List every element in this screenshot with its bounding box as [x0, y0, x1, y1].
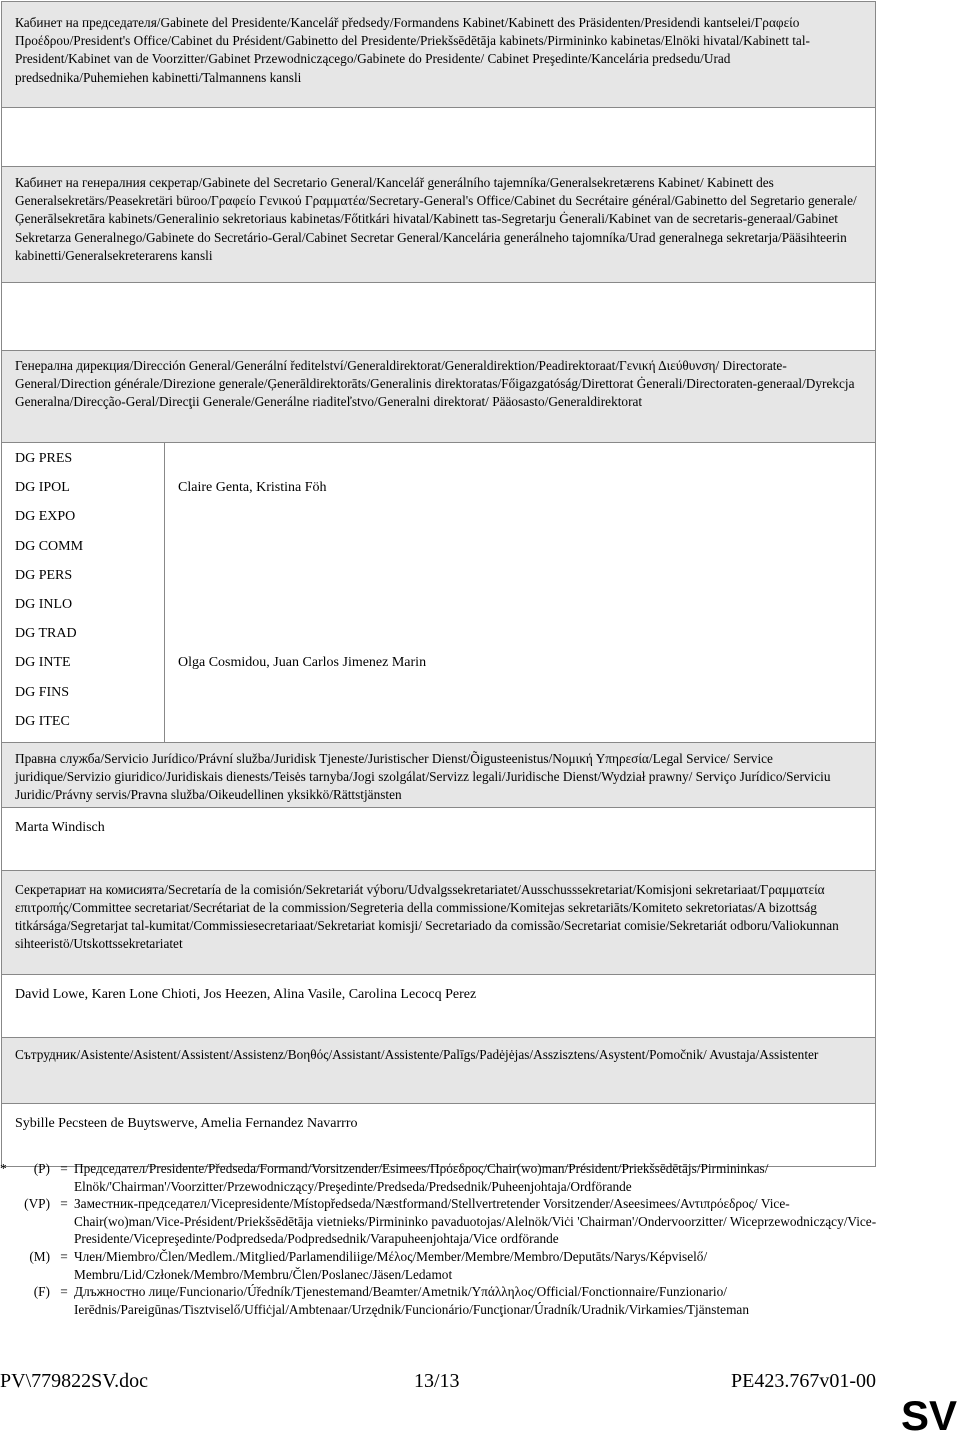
secretary-general-cabinet-names	[2, 283, 876, 351]
footnote-key: (VP)	[24, 1196, 50, 1212]
legal-service-header: Правна служба/Servicio Jurídico/Právní služba/Juridisk Tjeneste/Juristischer Dienst/Õigusteenistus/Νομική Υπηρεσία/Legal Service/ Service juridique/Servizio giuridico/Juridiskais dienests/Teisės tarnyba/Jogi szolgálat/Servizz legali/Juridische Dienst/Wydział prawny/ Serviço Jurídico/Serviciu Juridic/Právny servis/Pravna služba/Oikeudellinen yksikkö/Rättstjänsten	[2, 742, 876, 807]
footnote-member	[0, 1248, 880, 1283]
dg-names	[178, 625, 862, 654]
dg-names	[178, 508, 862, 537]
secretary-general-cabinet-header: Кабинет на генералния секретар/Gabinete del Secretario General/Kancelář generálního tajemníka/Generalsekretærens Kabinet/ Kabinett des Generalsekretärs/Peasekretäri büroo/Γραφείο Γενικού Γραμματέα/Secretary-General's Office/Cabinet du Secrétaire général/Gabinetto del Segretario generale/Ģenerālsekretāra kabinets/Generalinio sekretoriaus kabinetas/Főtitkári hivatal/Kabinett tas-Segretarju Ġenerali/Kabinet van de secretaris-generaal/Gabinet Sekretarza Generalnego/Gabinete do Secretário-Geral/Cabinet Secretar General/Kancelária generálneho tajomníka/Urad generalnega sekretarja/Pääsihteerin kabinetti/Generalsekreterarens kansli	[2, 167, 876, 283]
footnote-key: (F)	[33, 1284, 50, 1300]
dg-names	[178, 684, 862, 713]
footnote-text: Заместник-председател/Vicepresidente/Místopředseda/Næstformand/Stellvertretender Vorsitzender/Aseesimees/Αντιπρόεδρος/ Vice-Chair(wo)man/Vice-Président/Priekšsēdētāja vietnieks/Pirmininko pavaduotojas/Alelnök/Viċi 'Chairman'/Ondervoorzitter/ Wiceprzewodniczący/Vice-Presidente/Vicepreşedinte/Podpredseda/Podpredsednik/Varapuheenjohtaja/Vice ordförande	[74, 1196, 877, 1247]
pe-reference: PE423.767v01-00	[731, 1370, 876, 1392]
assistant-header: Сътрудник/Asistente/Asistent/Assistent/Assistenz/Βοηθός/Assistant/Assistente/Palīgs/Padėjėjas/Asszisztens/Asystent/Pomočnik/ Avustaja/Assistenter	[2, 1037, 876, 1103]
president-cabinet-names	[2, 108, 876, 167]
dg-code: DG INTE	[15, 655, 71, 671]
footnote-star: *	[0, 1161, 7, 1176]
footnote-star	[0, 1195, 16, 1248]
page-footer	[0, 1370, 880, 1398]
legal-service-names: Marta Windisch	[2, 807, 876, 870]
document-reference: PV\779822SV.doc	[0, 1370, 148, 1392]
footnote-chair	[0, 1160, 880, 1195]
dg-names-column	[165, 443, 876, 743]
language-code: SV	[900, 1392, 957, 1439]
dg-code: DG PRES	[15, 451, 73, 466]
dg-code: DG EXPO	[15, 509, 76, 525]
attendance-table	[1, 1, 876, 1167]
dg-code: DG TRAD	[15, 626, 77, 642]
directorate-general-header: Генерална дирекция/Dirección General/Generální ředitelství/Generaldirektorat/Generaldirektion/Peadirektoraat/Γενική Διεύθυνση/ Directorate-General/Direction générale/Direzione generale/Ģenerāldirektorāts/Generalinis direktoratas/Főigazgatóság/Direttorat Ġenerali/Directoraten-generaal/Dyrekcja Generalna/Direcção-Geral/Direcţii Generale/Generálne riaditeľstvo/Generalni direktorat/ Pääosasto/Generaldirektorat	[2, 351, 876, 443]
footnotes	[0, 1160, 880, 1318]
footnote-equals: =	[60, 1284, 68, 1300]
dg-code: DG INLO	[15, 596, 73, 612]
footnote-star	[0, 1248, 16, 1283]
footnote-text: Длъжностно лице/Funcionario/Úředník/Tjenestemand/Beamter/Ametnik/Υπάλληλος/Official/Fonctionnaire/Funzionario/ Ierēdnis/Pareigūnas/Tisztviselő/Uffiċjal/Ambtenaar/Urzędnik/Funcionário/Funcţionar/Úradník/Uradnik/Virkamies/Tjänsteman	[74, 1284, 749, 1317]
committee-secretariat-header: Секретариат на комисията/Secretaría de la comisión/Sekretariát výboru/Udvalgssekretariatet/Ausschusssekretariat/Komisjoni sekretariaat/Γραμματεία επιτροπής/Committee secretariat/Secrétariat de la commission/Segreteria della commissione/Komitejas sekretariāts/Komiteto sekretoriatas/A bizottság titkársága/Segretarjat tal-kumitat/Commissiesecretariaat/Sekretariat komisji/ Secretariado da comissão/Secretariat comisie/Sekretariát odboru/Valiokunnan sihteeristö/Utskottssekretariatet	[2, 870, 876, 974]
footnote-vice-chair	[0, 1195, 880, 1248]
dg-names	[178, 538, 862, 567]
dg-names	[178, 713, 862, 742]
dg-names: Olga Cosmidou, Juan Carlos Jimenez Marin	[178, 655, 427, 671]
dg-code: DG COMM	[15, 538, 84, 554]
dg-names	[178, 567, 862, 596]
footnote-equals: =	[60, 1248, 68, 1264]
dg-code: DG FINS	[15, 684, 70, 700]
dg-code: DG PERS	[15, 567, 73, 583]
footnote-text: Председател/Presidente/Předseda/Formand/Vorsitzender/Esimees/Πρόεδρος/Chair(wo)man/Président/Priekšsēdētājs/Pirmininkas/ Elnök/'Chairman'/Voorzitter/Przewodniczący/Preşedinte/Predseda/Predsednik/Puheenjohtaja/Ordförande	[74, 1161, 769, 1194]
dg-names	[178, 596, 862, 625]
footnote-equals: =	[60, 1161, 68, 1176]
dg-codes-column	[2, 443, 165, 743]
dg-names	[178, 450, 862, 479]
dg-code: DG ITEC	[15, 713, 70, 729]
committee-secretariat-names: David Lowe, Karen Lone Chioti, Jos Heezen, Alina Vasile, Carolina Lecocq Perez	[2, 974, 876, 1037]
assistant-names: Sybille Pecsteen de Buytswerve, Amelia Fernandez Navarrro	[2, 1103, 876, 1166]
dg-names: Claire Genta, Kristina Föh	[178, 480, 327, 496]
footnote-equals: =	[60, 1196, 68, 1212]
footnote-text: Член/Miembro/Člen/Medlem./Mitglied/Parlamendiliige/Μέλος/Member/Membre/Membro/Deputāts/Narys/Képviselő/ Membru/Lid/Członek/Membro/Membru/Člen/Poslanec/Jäsen/Ledamot	[74, 1248, 708, 1282]
dg-code: DG IPOL	[15, 480, 70, 496]
footnote-key: (P)	[33, 1161, 50, 1176]
footnote-key: (M)	[29, 1248, 50, 1264]
page-number: 13/13	[414, 1370, 460, 1392]
president-cabinet-header: Кабинет на председателя/Gabinete del Presidente/Kancelář předsedy/Formandens Kabinet/Kabinett des Präsidenten/Presidendi kantselei/Γραφείο Προέδρου/President's Office/Cabinet du Président/Gabinetto del Presidente/Priekšsēdētāja kabinets/Pirmininko kabinetas/Elnöki hivatal/Kabinett tal-President/Kabinet van de Voorzitter/Gabinet Przewodniczącego/Gabinete do Presidente/ Cabinet Preşedinte/Kancelária predsedu/Urad predsednika/Puhemiehen kabinetti/Talmannens kansli	[2, 2, 876, 108]
footnote-star	[0, 1283, 16, 1318]
footnote-official	[0, 1283, 880, 1318]
